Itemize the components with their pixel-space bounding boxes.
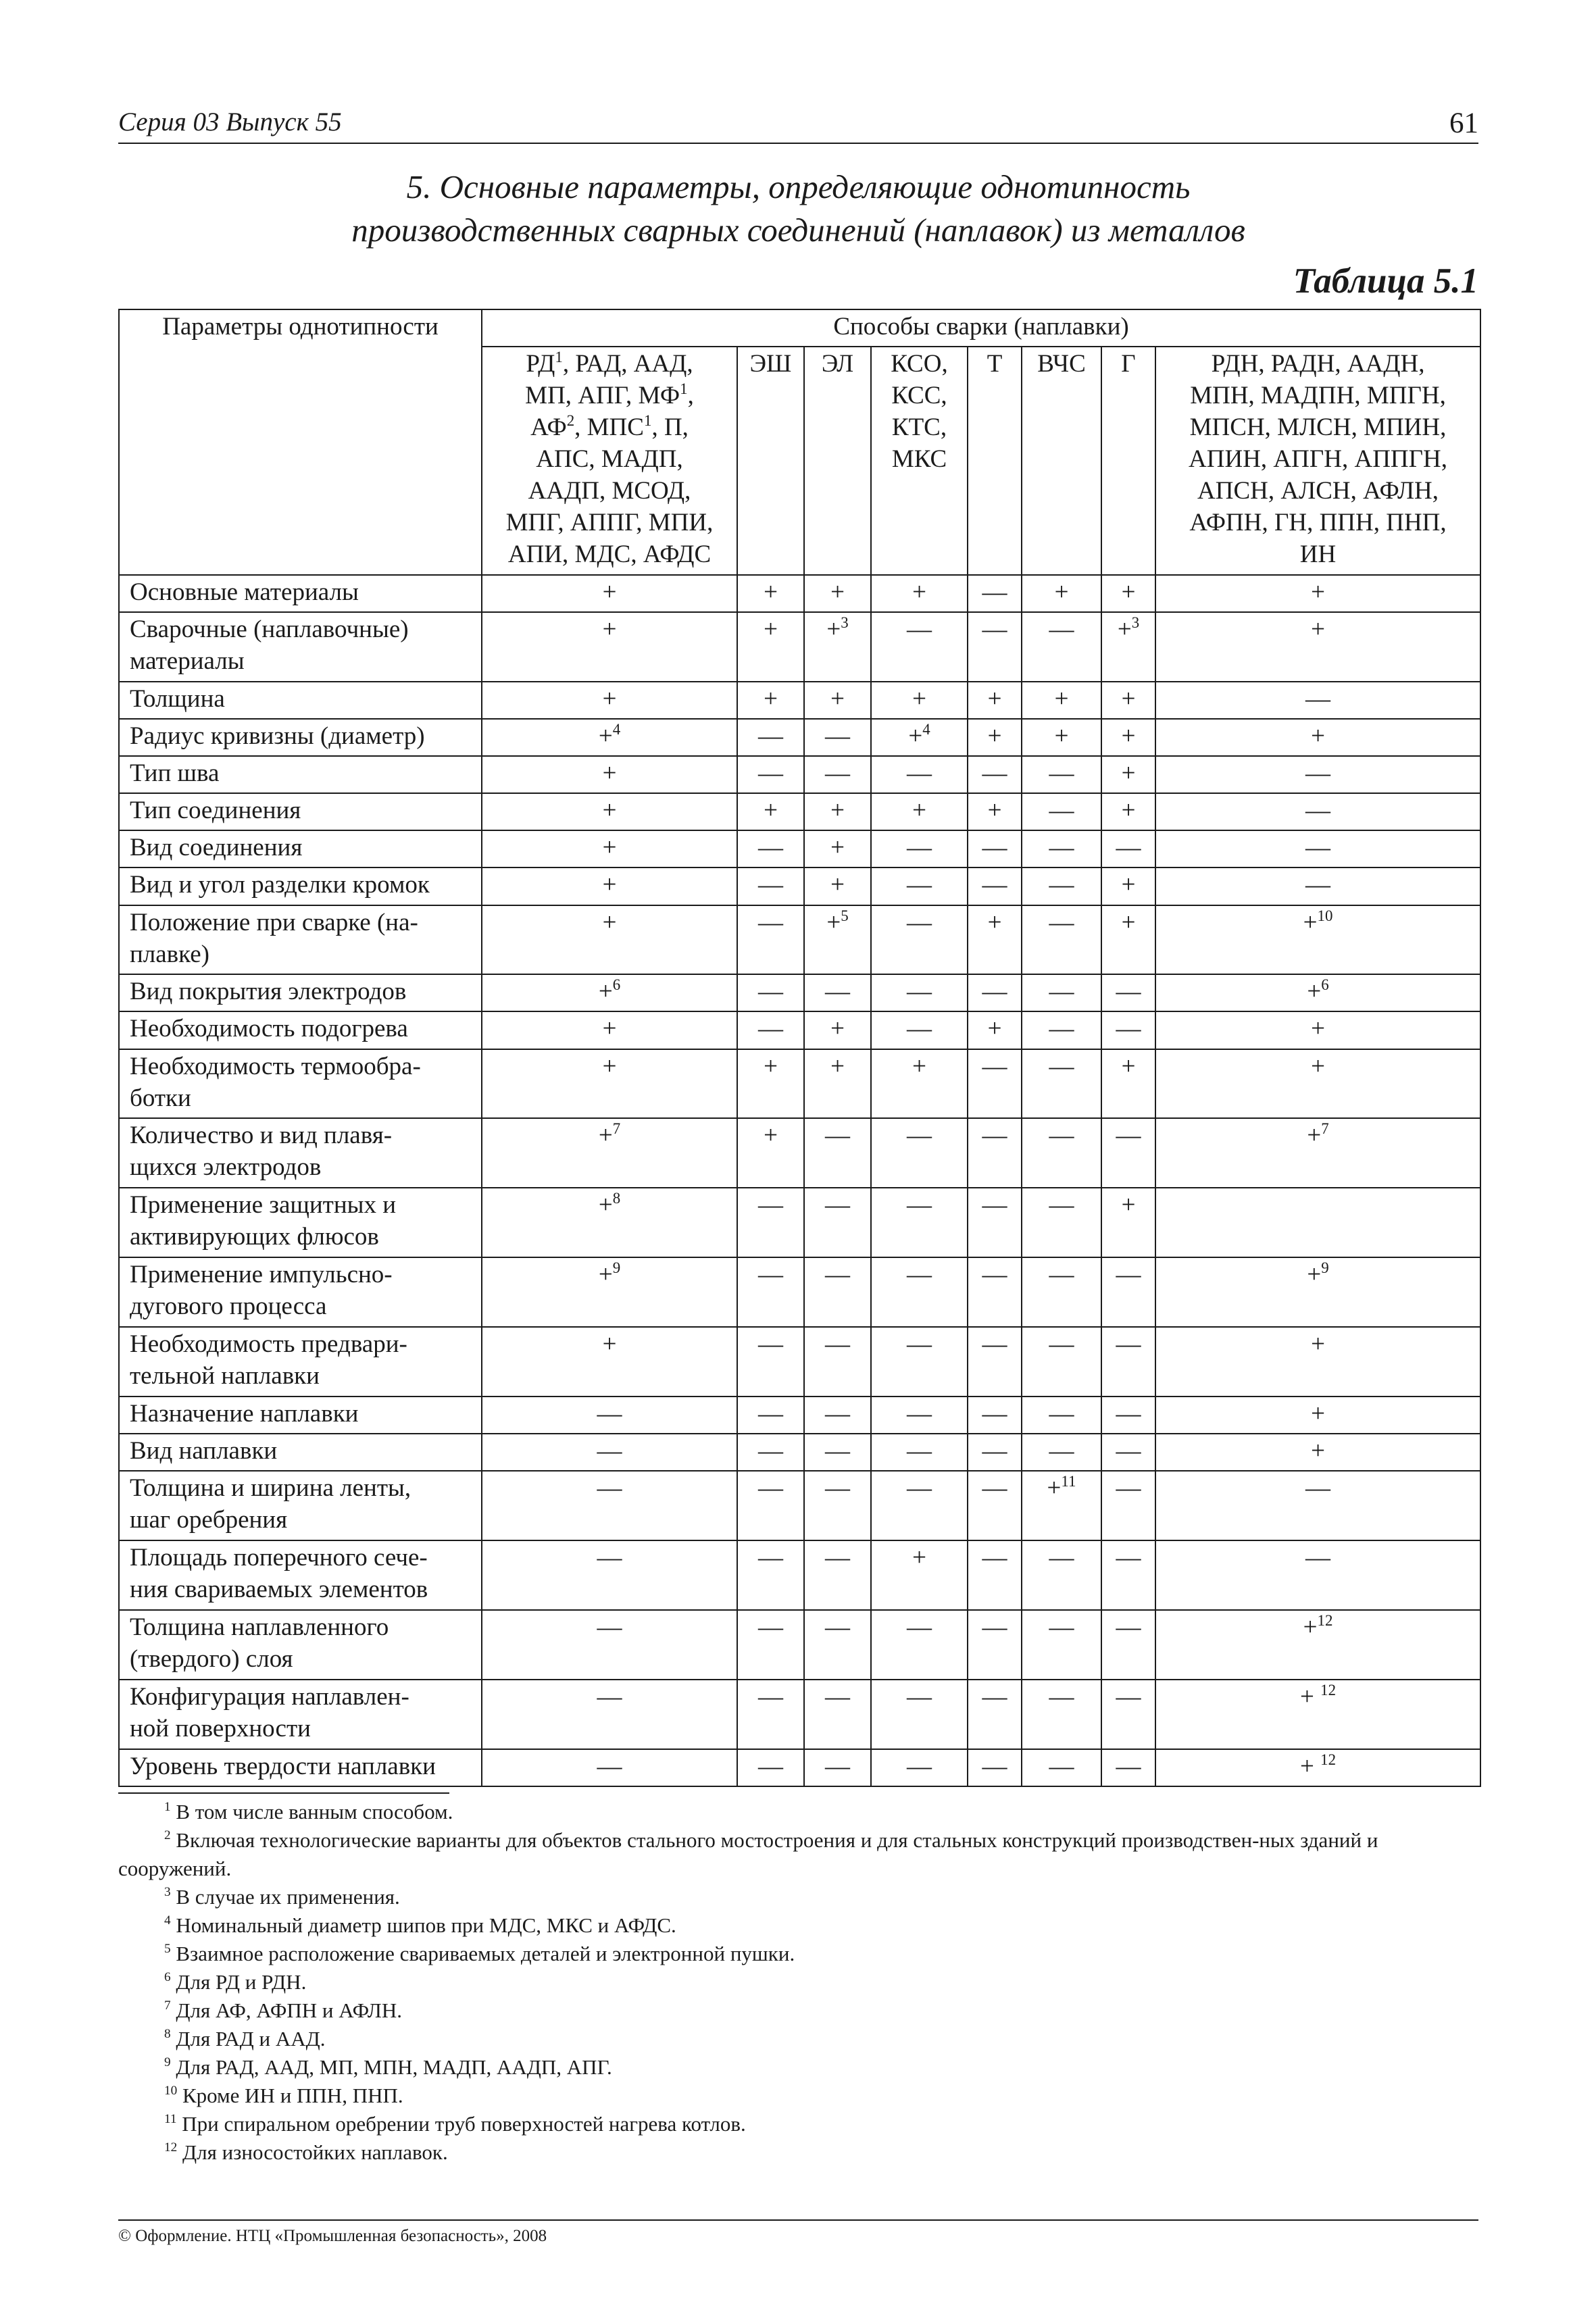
- table-cell: +: [968, 1011, 1022, 1049]
- table-cell: +: [737, 1049, 804, 1119]
- table-cell: —: [737, 1471, 804, 1540]
- table-cell: —: [1155, 1471, 1480, 1540]
- table-cell: +: [804, 793, 871, 830]
- table-cell: —: [968, 1118, 1022, 1188]
- parameter-label: Основные материалы: [119, 575, 482, 612]
- method-column-header: $РД^1$, РАД, ААД, МП, АПГ, $МФ^1$, $АФ^2$, МПС$^1$, П, АПС, МАДП, ААДП, МСОД, МПГ, АППГ, МПИ, АПИ, МДС, АФДС: [482, 347, 737, 575]
- table-cell: —: [737, 1610, 804, 1680]
- table-cell: +: [737, 682, 804, 719]
- table-cell: —: [482, 1434, 737, 1471]
- table-header-row: [119, 309, 1480, 347]
- table-cell: —: [1101, 1434, 1155, 1471]
- table-cell: +: [482, 905, 737, 975]
- parameter-label: Вид наплавки: [119, 1434, 482, 1471]
- table-cell: +$^9$: [482, 1257, 737, 1327]
- methods-header-cell: [482, 309, 1480, 347]
- table-row: [119, 974, 1480, 1011]
- table-cell: —: [804, 1397, 871, 1434]
- table-cell: —: [1155, 867, 1480, 905]
- table-cell: —: [1022, 867, 1101, 905]
- table-cell: +: [968, 682, 1022, 719]
- table-cell: —: [804, 1471, 871, 1540]
- table-cell: +$^3$: [804, 612, 871, 682]
- table-cell: —: [737, 719, 804, 756]
- copyright: © Оформление. НТЦ «Промышленная безопасность», 2008: [118, 2227, 547, 2245]
- table-cell: +: [482, 1327, 737, 1397]
- method-name: РДН, РАДН, ААДН, МПН, МАДПН, МПГН, МПСН, МЛСН, МПИН, АПИН, АПГН, АППГН, АПСН, АЛСН, АФЛН, АФПН, ГН, ППН, ПНП, ИН: [1189, 350, 1448, 569]
- table-cell: —: [1101, 1471, 1155, 1540]
- table-cell: —: [968, 1434, 1022, 1471]
- methods-header-text: Способы сварки (наплавки): [833, 313, 1129, 341]
- table-cell: +: [482, 1049, 737, 1119]
- table-cell: —: [871, 1434, 968, 1471]
- table-cell: +$^9$: [1155, 1257, 1480, 1327]
- parameter-label: Необходимость термообра- ботки: [119, 1049, 482, 1119]
- footnote: $^1$ В том числе ванным способом.: [164, 1800, 453, 1823]
- method-column-header: [968, 347, 1022, 575]
- param-header-text: Параметры однотипности: [162, 313, 439, 341]
- table-cell: +: [1155, 1049, 1480, 1119]
- table-cell: +: [1155, 1327, 1480, 1397]
- table-cell: —: [1155, 793, 1480, 830]
- footnote-text: Кроме ИН и ППН, ПНП.: [182, 2084, 403, 2107]
- table-cell: —: [1022, 1257, 1101, 1327]
- method-column-header: [1155, 347, 1480, 575]
- table-cell: +: [1101, 682, 1155, 719]
- table-cell: +: [1022, 682, 1101, 719]
- table-cell: +$^{11}$: [1022, 1471, 1101, 1540]
- table-cell: —: [737, 1327, 804, 1397]
- table-cell: +: [1101, 793, 1155, 830]
- table-cell: —: [737, 1011, 804, 1049]
- table-cell: + $^{12}$: [1155, 1749, 1480, 1786]
- table-cell: +: [968, 905, 1022, 975]
- table-cell: +: [871, 1049, 968, 1119]
- table-cell: +: [1155, 1011, 1480, 1049]
- table-cell: —: [968, 1680, 1022, 1749]
- table-cell: +: [1101, 1188, 1155, 1257]
- method-name: ВЧС: [1037, 350, 1086, 378]
- table-cell: —: [737, 1540, 804, 1610]
- table-row: [119, 682, 1480, 719]
- table-cell: —: [871, 905, 968, 975]
- footnote-text: При спиральном оребрении труб поверхностей нагрева котлов.: [182, 2112, 746, 2136]
- parameter-label: Необходимость предвари- тельной наплавки: [119, 1327, 482, 1397]
- table-cell: —: [804, 1749, 871, 1786]
- footnote: $^3$ В случае их применения.: [164, 1885, 400, 1909]
- table-cell: +: [1155, 1397, 1480, 1434]
- table-cell: —: [968, 1188, 1022, 1257]
- footnote: $^9$ Для РАД, ААД, МП, МПН, МАДП, ААДП, АПГ.: [164, 2055, 612, 2079]
- table-cell: +: [1155, 719, 1480, 756]
- table-row: [119, 1011, 1480, 1049]
- table-cell: —: [1022, 1610, 1101, 1680]
- method-column-header: [1101, 347, 1155, 575]
- table-cell: +: [871, 575, 968, 612]
- table-row: [119, 1749, 1480, 1786]
- parameter-label: Площадь поперечного сече- ния свариваемых элементов: [119, 1540, 482, 1610]
- table-cell: —: [871, 612, 968, 682]
- footnote: $^2$ Включая технологические варианты для объектов стального мостостроения и для стальных конструкций производствен-ных зданий и сооружений.: [118, 1828, 1378, 1880]
- table-cell: —: [482, 1540, 737, 1610]
- method-column-header: [737, 347, 804, 575]
- table-cell: +: [804, 575, 871, 612]
- table-row: [119, 1188, 1480, 1257]
- header-rule: [118, 143, 1478, 144]
- table-cell: —: [804, 1434, 871, 1471]
- table-cell: —: [968, 1749, 1022, 1786]
- method-name: ЭЛ: [821, 350, 854, 378]
- table-cell: —: [968, 1540, 1022, 1610]
- table-cell: —: [737, 1680, 804, 1749]
- parameter-label: Применение защитных и активирующих флюсов: [119, 1188, 482, 1257]
- table-cell: +: [737, 1118, 804, 1188]
- parameter-label: Радиус кривизны (диаметр): [119, 719, 482, 756]
- table-cell: —: [871, 756, 968, 793]
- table-cell: —: [968, 1257, 1022, 1327]
- table-cell: +: [482, 575, 737, 612]
- table-cell: —: [871, 1257, 968, 1327]
- parameter-label: Толщина и ширина ленты, шаг оребрения: [119, 1471, 482, 1540]
- table-label: Таблица 5.1: [1293, 261, 1478, 301]
- parameter-label: Вид покрытия электродов: [119, 974, 482, 1011]
- table-cell: —: [804, 1610, 871, 1680]
- table-cell: —: [968, 1049, 1022, 1119]
- table-cell: [1155, 1188, 1480, 1257]
- table-cell: —: [737, 1749, 804, 1786]
- table-cell: —: [804, 719, 871, 756]
- table-cell: —: [1101, 974, 1155, 1011]
- table-row: [119, 1327, 1480, 1397]
- series-label: Серия 03 Выпуск 55: [118, 107, 342, 136]
- table-cell: —: [1101, 1011, 1155, 1049]
- table-cell: +: [482, 682, 737, 719]
- table-row: [119, 1434, 1480, 1471]
- table-cell: —: [968, 1610, 1022, 1680]
- table-cell: —: [1101, 1540, 1155, 1610]
- table-cell: —: [871, 1188, 968, 1257]
- table-cell: —: [1101, 1680, 1155, 1749]
- table-cell: +$^4$: [482, 719, 737, 756]
- table-cell: —: [871, 1680, 968, 1749]
- table-cell: —: [1022, 1118, 1101, 1188]
- table-cell: —: [871, 1011, 968, 1049]
- table-cell: —: [1022, 1049, 1101, 1119]
- parameter-label: Вид и угол разделки кромок: [119, 867, 482, 905]
- table-cell: +: [482, 1011, 737, 1049]
- table-cell: —: [1022, 1011, 1101, 1049]
- table-cell: +: [1022, 575, 1101, 612]
- table-cell: +$^3$: [1101, 612, 1155, 682]
- table-cell: —: [737, 1434, 804, 1471]
- table-cell: +: [804, 682, 871, 719]
- footnote-text: В том числе ванным способом.: [176, 1800, 453, 1823]
- table-row: [119, 867, 1480, 905]
- table-cell: +: [482, 756, 737, 793]
- table-cell: —: [1022, 905, 1101, 975]
- footnotes: [118, 1792, 1478, 2167]
- footnote: $^7$ Для АФ, АФПН и АФЛН.: [164, 1998, 402, 2022]
- table-cell: +: [1155, 612, 1480, 682]
- table-cell: + $^{12}$: [1155, 1680, 1480, 1749]
- table-cell: —: [871, 830, 968, 867]
- table-cell: —: [968, 1327, 1022, 1397]
- table-cell: —: [737, 1257, 804, 1327]
- table-cell: —: [737, 830, 804, 867]
- table-cell: +$^5$: [804, 905, 871, 975]
- table-cell: —: [737, 1397, 804, 1434]
- footnote: $^{11}$ При спиральном оребрении труб поверхностей нагрева котлов.: [164, 2112, 746, 2136]
- table-cell: —: [1101, 1610, 1155, 1680]
- footnote: $^6$ Для РД и РДН.: [164, 1970, 307, 1994]
- section-title-line-1: 5. Основные параметры, определяющие однотипность: [406, 168, 1191, 205]
- table-row: [119, 905, 1480, 975]
- table-row: [119, 1118, 1480, 1188]
- table-cell: —: [804, 1327, 871, 1397]
- parameter-label: Конфигурация наплавлен- ной поверхности: [119, 1680, 482, 1749]
- table-row: [119, 612, 1480, 682]
- table-cell: —: [968, 612, 1022, 682]
- table-cell: —: [804, 1188, 871, 1257]
- param-header-cell: [119, 309, 482, 575]
- table-cell: —: [482, 1749, 737, 1786]
- section-title: [118, 166, 1478, 252]
- table-cell: —: [968, 756, 1022, 793]
- parameter-label: Толщина наплавленного (твердого) слоя: [119, 1610, 482, 1680]
- table-cell: —: [968, 575, 1022, 612]
- parameter-label: Необходимость подогрева: [119, 1011, 482, 1049]
- footnote: $^8$ Для РАД и ААД.: [164, 2027, 326, 2051]
- table-cell: +: [737, 793, 804, 830]
- method-column-header: [1022, 347, 1101, 575]
- table-cell: —: [1022, 793, 1101, 830]
- table-cell: —: [737, 905, 804, 975]
- footnote-text: В случае их применения.: [176, 1885, 400, 1909]
- table-cell: —: [968, 867, 1022, 905]
- table-cell: —: [737, 756, 804, 793]
- section-title-line-2: производственных сварных соединений (наплавок) из металлов: [351, 211, 1245, 249]
- table-cell: —: [804, 1118, 871, 1188]
- footnote: $^4$ Номинальный диаметр шипов при МДС, МКС и АФДС.: [164, 1913, 676, 1937]
- footnote-text: Для РАД и ААД.: [176, 2027, 326, 2051]
- parameter-label: Положение при сварке (на- плавке): [119, 905, 482, 975]
- table-cell: +: [968, 793, 1022, 830]
- table-cell: —: [1022, 756, 1101, 793]
- table-cell: +: [1101, 575, 1155, 612]
- table-cell: —: [968, 974, 1022, 1011]
- table-cell: +: [871, 1540, 968, 1610]
- table-cell: —: [737, 867, 804, 905]
- table-cell: +$^7$: [1155, 1118, 1480, 1188]
- table-row: [119, 1257, 1480, 1327]
- table-cell: —: [968, 1397, 1022, 1434]
- table-cell: +$^8$: [482, 1188, 737, 1257]
- table-cell: —: [871, 1610, 968, 1680]
- table-cell: —: [871, 1749, 968, 1786]
- table-cell: +: [804, 1049, 871, 1119]
- table-cell: +: [871, 682, 968, 719]
- parameters-table: [118, 309, 1481, 1787]
- table-cell: +: [482, 830, 737, 867]
- table-row: [119, 1540, 1480, 1610]
- table-row: [119, 1397, 1480, 1434]
- table-cell: —: [1101, 1118, 1155, 1188]
- table-cell: +: [482, 867, 737, 905]
- table-row: [119, 1680, 1480, 1749]
- table-cell: —: [1155, 682, 1480, 719]
- footnote-text: Для РД и РДН.: [176, 1970, 307, 1994]
- table-cell: +: [1101, 867, 1155, 905]
- table-cell: —: [804, 1257, 871, 1327]
- footnote-text: Взаимное расположение свариваемых деталей и электронной пушки.: [176, 1942, 795, 1965]
- method-column-header: [804, 347, 871, 575]
- table-cell: —: [1101, 830, 1155, 867]
- parameter-label: Уровень твердости наплавки: [119, 1749, 482, 1786]
- footnote-text: Номинальный диаметр шипов при МДС, МКС и АФДС.: [176, 1913, 676, 1937]
- table-cell: —: [1022, 1188, 1101, 1257]
- table-cell: —: [737, 974, 804, 1011]
- table-cell: —: [482, 1397, 737, 1434]
- table-cell: +: [804, 867, 871, 905]
- table-cell: —: [871, 1118, 968, 1188]
- table-row: [119, 575, 1480, 612]
- table-cell: —: [871, 974, 968, 1011]
- table-cell: +$^{12}$: [1155, 1610, 1480, 1680]
- footnote-rule: [118, 1792, 449, 1794]
- table-row: [119, 719, 1480, 756]
- table-cell: —: [1155, 756, 1480, 793]
- footnote: $^{10}$ Кроме ИН и ППН, ПНП.: [164, 2084, 403, 2107]
- table-cell: +: [871, 793, 968, 830]
- table-cell: —: [1022, 974, 1101, 1011]
- table-cell: —: [1101, 1257, 1155, 1327]
- table-cell: —: [871, 867, 968, 905]
- table-cell: —: [737, 1188, 804, 1257]
- table-cell: —: [1022, 1540, 1101, 1610]
- table-cell: —: [1022, 612, 1101, 682]
- table-cell: —: [968, 830, 1022, 867]
- parameter-label: Количество и вид плавя- щихся электродов: [119, 1118, 482, 1188]
- method-name: КСО, КСС, КТС, МКС: [891, 350, 948, 474]
- method-column-header: [871, 347, 968, 575]
- table-cell: —: [1022, 830, 1101, 867]
- table-cell: +$^6$: [482, 974, 737, 1011]
- table-cell: +$^{10}$: [1155, 905, 1480, 975]
- method-name: Г: [1121, 350, 1136, 378]
- table-cell: —: [1022, 1327, 1101, 1397]
- method-name: Т: [987, 350, 1003, 378]
- table-cell: —: [804, 1680, 871, 1749]
- table-row: [119, 1610, 1480, 1680]
- table-cell: +$^7$: [482, 1118, 737, 1188]
- table-cell: +: [1155, 575, 1480, 612]
- table-cell: +: [737, 575, 804, 612]
- table-cell: +: [804, 1011, 871, 1049]
- table-cell: +: [1101, 1049, 1155, 1119]
- parameter-label: Назначение наплавки: [119, 1397, 482, 1434]
- footnote-text: Для износостойких наплавок.: [182, 2140, 448, 2164]
- table-cell: +: [1101, 905, 1155, 975]
- footnote-text: Включая технологические варианты для объектов стального мостостроения и для стальных конструкций производствен-ных зданий и сооружений.: [118, 1828, 1378, 1880]
- table-cell: —: [1101, 1327, 1155, 1397]
- page-number: 61: [1449, 107, 1478, 139]
- table-cell: +: [1155, 1434, 1480, 1471]
- table-cell: —: [1022, 1397, 1101, 1434]
- table-cell: +: [482, 612, 737, 682]
- table-cell: —: [482, 1610, 737, 1680]
- parameter-label: Тип соединения: [119, 793, 482, 830]
- table-cell: +: [482, 793, 737, 830]
- table-cell: +: [1022, 719, 1101, 756]
- parameter-label: Сварочные (наплавочные) материалы: [119, 612, 482, 682]
- table-cell: +: [1101, 756, 1155, 793]
- footnote-text: Для РАД, ААД, МП, МПН, МАДП, ААДП, АПГ.: [176, 2055, 612, 2079]
- table-cell: —: [804, 974, 871, 1011]
- table-cell: —: [482, 1471, 737, 1540]
- table-cell: —: [871, 1471, 968, 1540]
- table-row: [119, 1471, 1480, 1540]
- parameter-label: Применение импульсно- дугового процесса: [119, 1257, 482, 1327]
- table-cell: —: [1155, 830, 1480, 867]
- table-cell: +: [968, 719, 1022, 756]
- table-row: [119, 756, 1480, 793]
- table-cell: —: [804, 1540, 871, 1610]
- table-cell: —: [1155, 1540, 1480, 1610]
- method-name: ЭШ: [749, 350, 792, 378]
- table-cell: —: [1022, 1680, 1101, 1749]
- parameter-label: Толщина: [119, 682, 482, 719]
- table-row: [119, 1049, 1480, 1119]
- table-cell: —: [1022, 1434, 1101, 1471]
- table-cell: —: [871, 1397, 968, 1434]
- table-cell: —: [1022, 1749, 1101, 1786]
- table-row: [119, 793, 1480, 830]
- table-cell: +: [1101, 719, 1155, 756]
- table-cell: +: [804, 830, 871, 867]
- table-cell: —: [804, 756, 871, 793]
- footer-rule: [118, 2219, 1478, 2221]
- table-cell: —: [1101, 1397, 1155, 1434]
- footnote-text: Для АФ, АФПН и АФЛН.: [176, 1998, 402, 2022]
- table-cell: +$^6$: [1155, 974, 1480, 1011]
- footnote: $^5$ Взаимное расположение свариваемых деталей и электронной пушки.: [164, 1942, 795, 1965]
- footnote: $^{12}$ Для износостойких наплавок.: [164, 2140, 448, 2164]
- table-cell: —: [1101, 1749, 1155, 1786]
- table-cell: +: [737, 612, 804, 682]
- parameter-label: Вид соединения: [119, 830, 482, 867]
- table-cell: —: [871, 1327, 968, 1397]
- table-cell: +$^4$: [871, 719, 968, 756]
- table-cell: —: [482, 1680, 737, 1749]
- table-row: [119, 830, 1480, 867]
- parameter-label: Тип шва: [119, 756, 482, 793]
- table-cell: —: [968, 1471, 1022, 1540]
